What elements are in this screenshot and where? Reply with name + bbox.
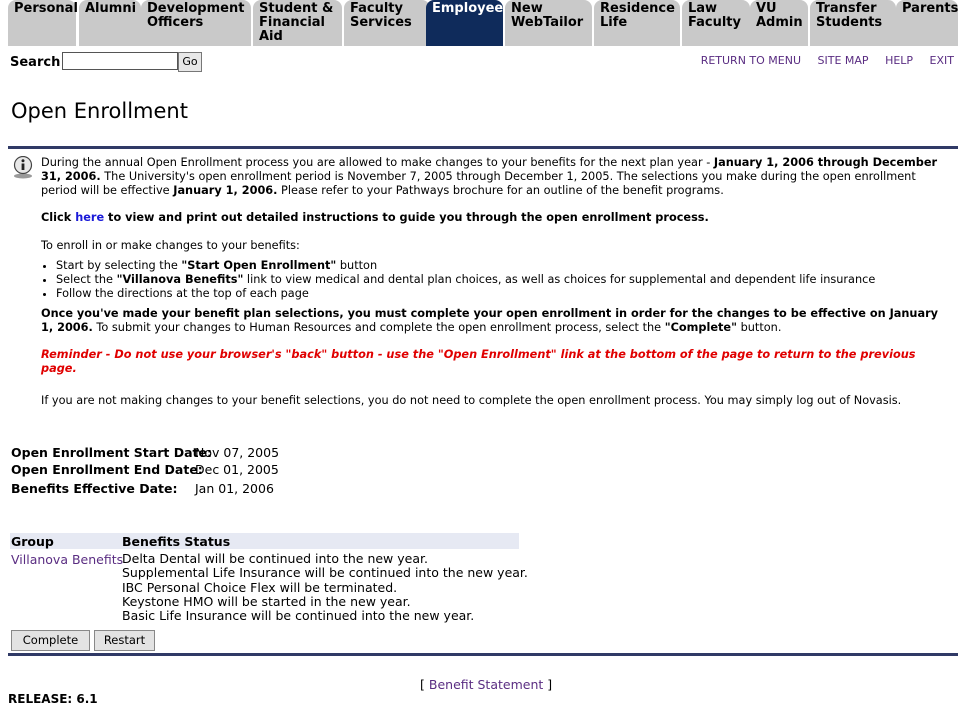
search-input[interactable] <box>62 52 178 70</box>
complete-paragraph: Once you've made your benefit plan selections, you must complete your open enrollment in order for the changes to be effective on January 1, 2006. To submit your changes to Human Resources and complete the open enrollment process, select the "Complete" button. <box>41 307 939 334</box>
tab-transfer-students[interactable]: Transfer Students <box>810 0 896 46</box>
intro-paragraph: During the annual Open Enrollment process you are allowed to make changes to your benefits for the next plan year - January 1, 2006 through December 31, 2006. The University's open enrollment period is November 7, 2005 through December 1, 2005. The selections you make during the open enrollment period will be effective January 1, 2006. Please refer to your Pathways brochure for an outline of the benefit programs. <box>41 156 938 197</box>
step-item: • Follow the directions at the top of each page <box>56 287 951 301</box>
tab-law-faculty[interactable]: Law Faculty <box>682 0 750 46</box>
info-panel <box>41 156 951 408</box>
enroll-steps <box>41 259 951 301</box>
tab-parents[interactable]: Parents <box>896 0 958 46</box>
complete-button[interactable]: Complete <box>11 630 90 651</box>
footer-links: [ Benefit Statement ] <box>420 677 553 692</box>
status-line: Supplemental Life Insurance will be continued into the new year. <box>122 565 528 581</box>
status-line: IBC Personal Choice Flex will be terminated. <box>122 579 398 595</box>
top-links <box>688 54 954 67</box>
exit-link[interactable]: EXIT <box>929 54 954 67</box>
site-map-link[interactable]: SITE MAP <box>817 54 869 67</box>
end-date-value: Dec 01, 2005 <box>195 462 279 477</box>
step-item: • Select the "Villanova Benefits" link to view medical and dental plan choices, as well as choices for supplemental and dependent life insurance <box>56 273 951 287</box>
info-icon <box>11 156 35 180</box>
tab-faculty-services[interactable]: Faculty Services <box>344 0 430 46</box>
go-button[interactable]: Go <box>178 52 202 72</box>
tab-development-officers[interactable]: Development Officers <box>141 0 251 46</box>
reminder-text: Reminder - Do not use your browser's "back" button - use the "Open Enrollment" link at the bottom of the page to return to the previous page. <box>41 348 916 375</box>
status-column-header: Benefits Status <box>122 534 231 549</box>
enroll-intro: To enroll in or make changes to your benefits: <box>41 239 300 252</box>
search-label: Search <box>10 55 61 70</box>
start-date-label: Open Enrollment Start Date: <box>11 445 212 460</box>
status-line: Basic Life Insurance will be continued into the new year. <box>122 608 475 624</box>
top-divider <box>8 146 958 149</box>
tab-personal[interactable]: Personal <box>8 0 76 46</box>
effective-date-label: Benefits Effective Date: <box>11 481 178 496</box>
no-changes-note: If you are not making changes to your benefit selections, you do not need to complete the open enrollment process. You may simply log out of Novasis. <box>41 394 902 407</box>
release-version: RELEASE: 6.1 <box>8 692 98 706</box>
end-date-label: Open Enrollment End Date: <box>11 462 203 477</box>
table-header <box>10 533 519 549</box>
tab-residence-life[interactable]: Residence Life <box>594 0 680 46</box>
tab-vu-admin[interactable]: VU Admin <box>750 0 808 46</box>
return-to-menu-link[interactable]: RETURN TO MENU <box>700 54 802 67</box>
bottom-divider <box>8 653 958 656</box>
tab-new-webtailor[interactable]: New WebTailor <box>505 0 592 46</box>
effective-date-value: Jan 01, 2006 <box>195 481 274 496</box>
restart-button[interactable]: Restart <box>94 630 155 651</box>
instructions-here-link[interactable]: here <box>75 211 105 224</box>
search-bar <box>10 52 956 74</box>
tab-alumni[interactable]: Alumni <box>79 0 141 46</box>
status-line: Delta Dental will be continued into the new year. <box>122 551 428 566</box>
villanova-benefits-link[interactable]: Villanova Benefits <box>11 552 124 567</box>
start-date-value: Nov 07, 2005 <box>195 445 280 460</box>
tab-employee[interactable]: Employee <box>426 0 503 46</box>
step-item: • Start by selecting the "Start Open Enrollment" button <box>56 259 951 273</box>
status-line: Keystone HMO will be started in the new year. <box>122 593 411 609</box>
tab-bar <box>8 0 958 46</box>
instructions-paragraph: Click here to view and print out detailed instructions to guide you through the open enrollment process. <box>41 211 709 224</box>
tab-student-financial-aid[interactable]: Student & Financial Aid <box>253 0 342 46</box>
help-link[interactable]: HELP <box>885 54 914 67</box>
group-column-header: Group <box>11 534 54 549</box>
benefits-status-list <box>122 552 528 623</box>
benefit-statement-link[interactable]: Benefit Statement <box>428 677 544 692</box>
page-title: Open Enrollment <box>11 99 188 123</box>
